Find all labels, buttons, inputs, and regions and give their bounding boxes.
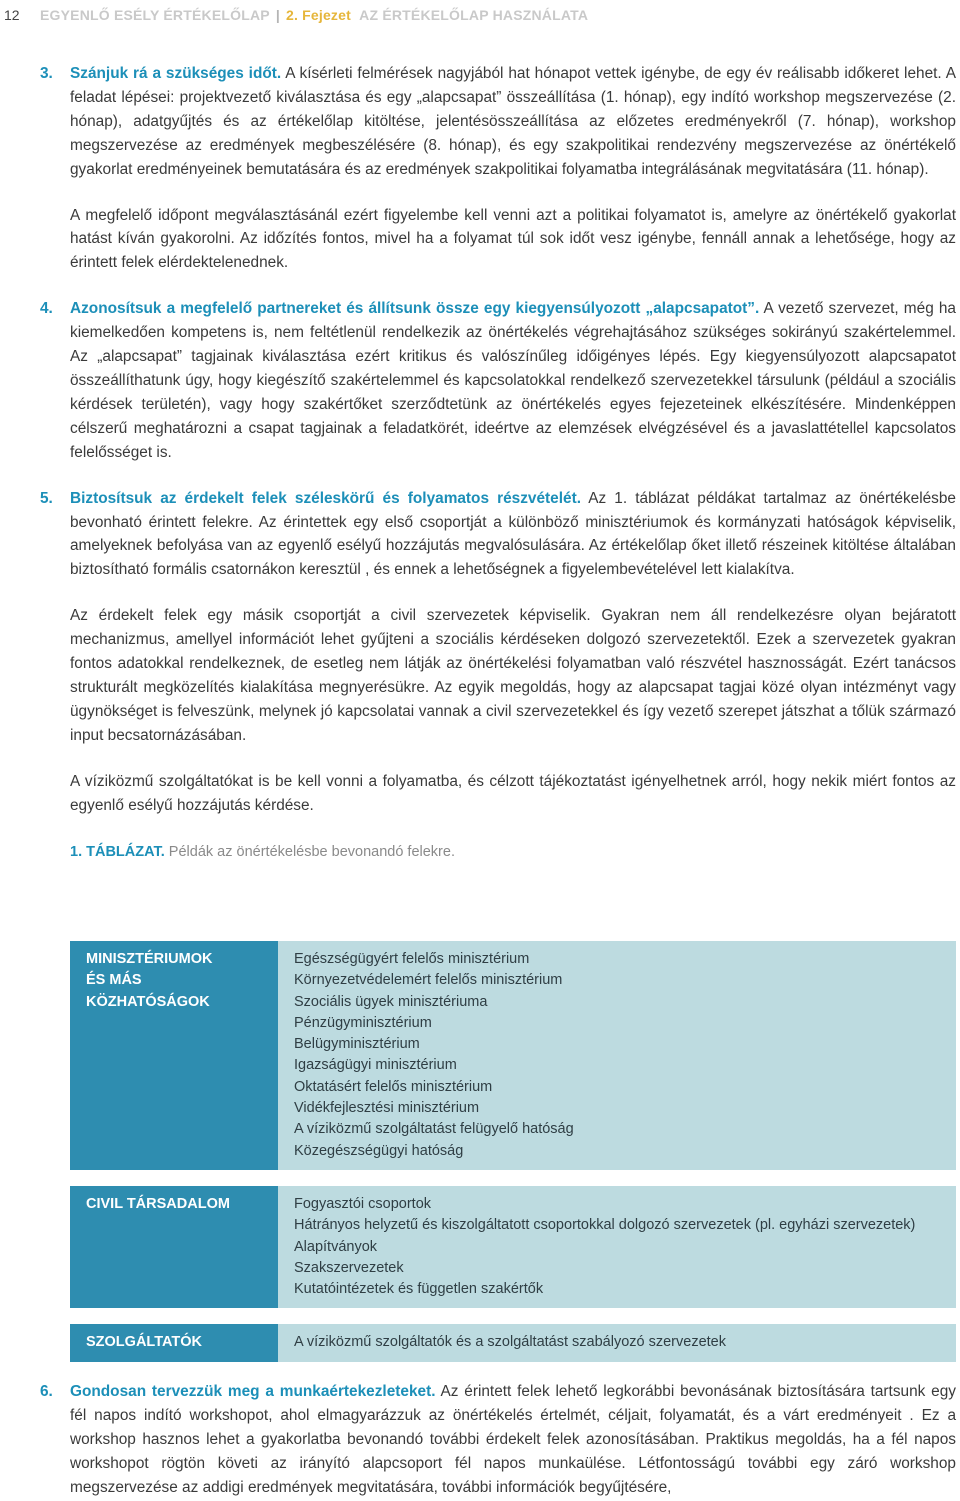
table-category-cell	[70, 1186, 278, 1308]
item-lead: Szánjuk rá a szükséges időt.	[70, 65, 282, 82]
table-row	[70, 1186, 956, 1308]
list-item: Szakszervezetek	[294, 1259, 404, 1276]
item-text: Az 1. táblázat példákat tartalmaz az önértékelésbe bevonható érintett felekre. Az érintettek egy első csoportját a különböző minisztériumok és kormányzati hatóságok képviselik, amelyeknek befolyása van az egyenlő esélyű hozzájutás megvalósulására. Az értékelőlap őket illető részeinek kitöltése általában biztosítható formális csatornákon keresztül , és ennek a lehetőségnek a figyelembevételével lett kialakítva.	[70, 489, 956, 579]
list-item: Vidékfejlesztési minisztérium	[294, 1100, 480, 1117]
list-item: Belügyminisztérium	[294, 1036, 420, 1053]
document-title: EGYENLŐ ESÉLY ÉRTÉKELŐLAP	[40, 7, 270, 23]
header-title-group	[40, 0, 588, 30]
item-number: 3.	[40, 65, 53, 82]
table-category-cell	[70, 941, 278, 1170]
chapter-name: AZ ÉRTÉKELŐLAP HASZNÁLATA	[359, 7, 589, 23]
category-label: ÉS MÁS	[86, 972, 142, 989]
list-item: Közegészségügyi hatóság	[294, 1142, 464, 1159]
page-header	[0, 0, 960, 30]
table-caption	[40, 841, 956, 865]
list-item: Fogyasztói csoportok	[294, 1195, 432, 1212]
item-lead: Azonosítsuk a megfelelő partnereket és állítsunk össze egy kiegyensúlyozott „alapcsapatot”.	[70, 300, 760, 318]
category-label: SZOLGÁLTATÓK	[86, 1334, 202, 1351]
list-item: Igazságügyi minisztérium	[294, 1057, 457, 1074]
list-item: Alapítványok	[294, 1238, 378, 1255]
paragraph: Az érdekelt felek egy másik csoportját a civil szervezetek képviselik. Gyakran nem áll rendelkezésre olyan bejáratott mechanizmus, amellyel információt lehet gyűjteni a szociális kérdéseken dolgozó szervezetektől. Ezek a szervezetek gyakran fontos adatokkal rendelkeznek, de esetleg nem látják az önértékelési folyamatban való részvétel hasznosságát. Ezért tanácsos strukturált megközelítés kialakítása megnyerésükre. Az egyik megoldás, hogy az alapcsapat tagjai közé olyan intézményt vagy ügynökséget is felveszünk, melynek jó kapcsolatai vannak a civil szervezetekkel és így vezető szerepet játszhat a tőlük származó input becsatornázásában.	[70, 607, 956, 744]
table-items-cell	[278, 1324, 956, 1361]
stakeholder-table	[70, 925, 956, 1378]
item-text: A vezető szervezet, még ha kiemelkedően kompetens is, nem feltétlenül rendelkezik az önértékelés végrehajtásához szükséges sokirányú szakértelemmel. Az „alapcsapat” tagjainak kiválasztása ezért kritikus és valószínűleg időigényes lépés. Egy kiegyensúlyozott alapcsapatot összeállíthatunk úgy, hogy kiegészítő szakértelemmel és kapcsolatokkal rendelkező szervezetekkel társulunk (például a szociális kérdések területén), vagy hogy szakértőket szerződtetünk az önértékelés egyes fejezeteinek elkészítésére. Mindenképpen célszerű meghatározni a csapat tagjainak a feladatkörét, ideértve az elemzések elvégzésével és a javaslattétellel kapcsolatos felelősséget is.	[70, 300, 956, 461]
item-4	[40, 297, 956, 464]
table-items-cell	[278, 1186, 956, 1308]
list-item: Pénzügyminisztérium	[294, 1014, 432, 1031]
list-item: Oktatásért felelős minisztérium	[294, 1078, 493, 1095]
list-item: A víziközmű szolgáltatást felügyelő hatóság	[294, 1121, 574, 1138]
table-caption-text: Példák az önértékelésbe bevonandó felekre.	[164, 844, 455, 861]
item-text: Az érintett felek lehető legkorábbi bevonásának biztosítására tartsunk egy fél napos indító workshopot, ahol elmagyarázzuk az önértékelés értelmét, céljait, folyamatát, és a várt eredményeit . Ez a workshop hasznos lehet a gyakorlatba bevonandó további érdekelt felek azonosításában. Praktikus megoldás, ha a fél napos workshopot rögtön követi az irányító alapcsoport fél napos munkaülése. Létfontosságú további egy záró workshop megszervezése az addigi eredmények megvitatására, további információk begyűjtésére,	[70, 1383, 956, 1496]
paragraph: A megfelelő időpont megválasztásánál ezért figyelembe kell venni azt a politikai folyamatot is, amelyre az önértékelő gyakorlat hatást kíván gyakorolni. Az időzítés fontos, mivel ha a folyamat túl sok időt vesz igénybe, fennáll annak a lehetősége, hogy az érintett felek elérdektelenednek.	[70, 206, 956, 272]
table-items-cell	[278, 941, 956, 1170]
item-5	[40, 487, 956, 583]
item-lead: Gondosan tervezzük meg a munkaértekezleteket.	[70, 1383, 436, 1400]
list-item: Egészségügyért felelős minisztérium	[294, 951, 530, 967]
item-number: 6.	[40, 1383, 53, 1400]
category-label: MINISZTÉRIUMOK	[86, 951, 213, 967]
item-3	[40, 62, 956, 182]
item-number: 4.	[40, 300, 53, 318]
main-content	[40, 62, 956, 865]
list-item: Hátrányos helyzetű és kiszolgáltatott csoportokkal dolgozó szervezetek (pl. egyházi szervezetek)	[294, 1217, 916, 1234]
chapter-number: 2. Fejezet	[285, 7, 351, 23]
table-category-cell	[70, 1324, 278, 1361]
header-separator: |	[275, 7, 280, 23]
list-item: Környezetvédelemért felelős minisztérium	[294, 972, 563, 989]
list-item: Kutatóintézetek és független szakértők	[294, 1281, 544, 1298]
list-item: Szociális ügyek minisztériuma	[294, 993, 488, 1010]
item-text: A kísérleti felmérések nagyjából hat hónapot vettek igénybe, de egy év reálisabb időkeret lehet. A feladat lépései: projektvezető kiválasztása és egy „alapcsapat” összeállítása (1. hónap), egy indító workshop megszervezése (2. hónap), adatgyűjtés és az értékelőlap kitöltése, jelentésösszeállítása az előzetes eredményekről (7. hónap), workshop megszervezése az eredmények megbeszélésére (8. hónap), és egy szakpolitikai rendezvény megszervezése az önértékelő gyakorlat eredményeinek bemutatására és az eredmények szakpolitikai folyamatba integrálásának megvitatására (11. hónap).	[70, 65, 956, 178]
category-label: CIVIL TÁRSADALOM	[86, 1195, 230, 1212]
table-row	[70, 1324, 956, 1361]
category-label: KÖZHATÓSÁGOK	[86, 993, 210, 1010]
list-item: A víziközmű szolgáltatók és a szolgáltatást szabályozó szervezetek	[294, 1334, 726, 1351]
bottom-content	[40, 1380, 956, 1500]
table-row	[70, 941, 956, 1170]
item-lead: Biztosítsuk az érdekelt felek széleskörű és folyamatos részvételét.	[70, 489, 581, 507]
page-number: 12	[4, 7, 20, 23]
table-caption-label: 1. TÁBLÁZAT.	[70, 844, 165, 861]
item-6	[40, 1380, 956, 1500]
paragraph: A víziközmű szolgáltatókat is be kell vonni a folyamatba, és célzott tájékoztatást igényelhetnek arról, hogy nekik miért fontos az egyenlő esélyű hozzájutás kérdése.	[70, 772, 956, 814]
item-number: 5.	[40, 489, 53, 507]
